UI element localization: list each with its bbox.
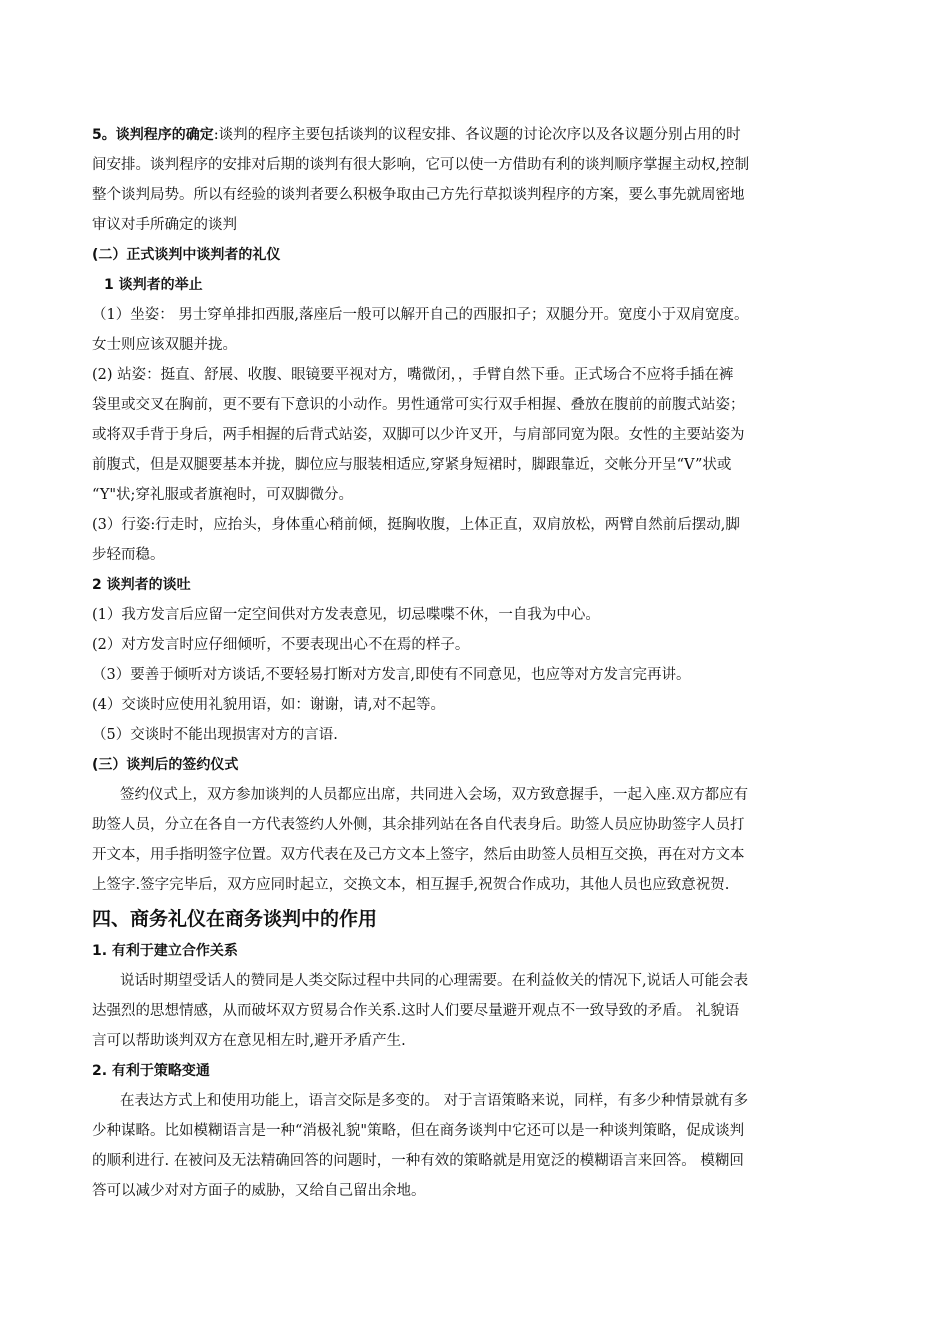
- paragraph-text: :谈判的程序主要包括谈判的议程安排、各议题的讨论次序以及各议题分别占用的时: [213, 127, 741, 143]
- subsection-heading: 2. 有利于策略变通: [92, 1063, 210, 1079]
- list-item: (2）对方发言时应仔细倾听，不要表现出心不在焉的样子。: [92, 637, 470, 653]
- paragraph-line: 的顺利进行. 在被问及无法精确回答的问题时，一种有效的策略就是用宽泛的模糊语言来回答。 模糊回: [92, 1153, 744, 1169]
- paragraph-line: (3）行姿:行走时，应抬头，身体重心稍前倾，挺胸收腹，上体正直，双肩放松，两臂自然前后摆动,脚: [92, 517, 740, 533]
- paragraph-line: 女士则应该双腿并拢。: [92, 337, 237, 353]
- document-body: [92, 120, 862, 1206]
- chapter-heading: 四、商务礼仪在商务谈判中的作用: [92, 908, 378, 930]
- section-heading: (二）正式谈判中谈判者的礼仪: [92, 247, 281, 263]
- paragraph-line: 答可以减少对对方面子的威胁，又给自己留出余地。: [92, 1183, 426, 1199]
- subsection-heading: 1 谈判者的举止: [104, 277, 203, 293]
- paragraph-line: 说话时期望受话人的赞同是人类交际过程中共同的心理需要。在利益攸关的情况下,说话人可能会表: [120, 973, 749, 989]
- paragraph-line: 间安排。谈判程序的安排对后期的谈判有很大影响，它可以使一方借助有利的谈判顺序掌握主动权,控制: [92, 157, 750, 173]
- paragraph-line: 前腹式，但是双腿要基本并拢，脚位应与服装相适应,穿紧身短裙时，脚跟靠近，交帐分开呈“V”状或: [92, 457, 732, 473]
- subsection-heading: 1. 有利于建立合作关系: [92, 943, 238, 959]
- paragraph-line: “Y"状;穿礼服或者旗袍时，可双脚微分。: [92, 487, 353, 503]
- paragraph-line: 言可以帮助谈判双方在意见相左时,避开矛盾产生.: [92, 1033, 406, 1049]
- list-item: （5）交谈时不能出现损害对方的言语.: [92, 727, 338, 743]
- paragraph-line: （1）坐姿： 男士穿单排扣西服,落座后一般可以解开自己的西服扣子；双腿分开。宽度小于双肩宽度。: [92, 307, 749, 323]
- paragraph-line: 步轻而稳。: [92, 547, 165, 563]
- subsection-heading: 2 谈判者的谈吐: [92, 577, 191, 593]
- inline-heading: 5。谈判程序的确定: [92, 127, 214, 143]
- section-heading: (三）谈判后的签约仪式: [92, 757, 239, 773]
- paragraph-line: 审议对手所确定的谈判: [92, 217, 237, 233]
- list-item: （3）要善于倾听对方谈话,不要轻易打断对方发言,即使有不同意见，也应等对方发言完再讲。: [92, 667, 691, 683]
- paragraph-line: 或将双手背于身后，两手相握的后背式站姿，双脚可以少许叉开，与肩部同宽为限。女性的主要站姿为: [92, 427, 745, 443]
- paragraph-line: 签约仪式上，双方参加谈判的人员都应出席，共同进入会场，双方致意握手，一起入座.双方都应有: [120, 787, 749, 803]
- paragraph-line: 在表达方式上和使用功能上，语言交际是多变的。 对于言语策略来说，同样，有多少种情景就有多: [120, 1093, 749, 1109]
- paragraph-line: [92, 120, 862, 150]
- list-item: (1）我方发言后应留一定空间供对方发表意见，切忌喋喋不休，一自我为中心。: [92, 607, 600, 623]
- paragraph-line: 达强烈的思想情感，从而破坏双方贸易合作关系.这时人们要尽量避开观点不一致导致的矛盾。 礼貌语: [92, 1003, 740, 1019]
- paragraph-line: 开文本，用手指明签字位置。双方代表在及己方文本上签字，然后由助签人员相互交换，再在对方文本: [92, 847, 745, 863]
- list-item: (4）交谈时应使用礼貌用语，如：谢谢，请,对不起等。: [92, 697, 445, 713]
- paragraph-line: 整个谈判局势。所以有经验的谈判者要么积极争取由己方先行草拟谈判程序的方案，要么事先就周密地: [92, 187, 745, 203]
- paragraph-line: 少种谋略。比如模糊语言是一种“消极礼貌"策略，但在商务谈判中它还可以是一种谈判策略，促成谈判: [92, 1123, 745, 1139]
- paragraph-line: 袋里或交叉在胸前，更不要有下意识的小动作。男性通常可实行双手相握、叠放在腹前的前腹式站姿；: [92, 397, 745, 413]
- paragraph-line: 上签字.签字完毕后，双方应同时起立，交换文本，相互握手,祝贺合作成功，其他人员也应致意祝贺.: [92, 877, 730, 893]
- paragraph-line: 助签人员，分立在各自一方代表签约人外侧，其余排列站在各自代表身后。助签人员应协助签字人员打: [92, 817, 745, 833]
- paragraph-line: (2) 站姿：挺直、舒展、收腹、眼镜要平视对方，嘴微闭，，手臂自然下垂。正式场合不应将手插在裤: [92, 367, 734, 383]
